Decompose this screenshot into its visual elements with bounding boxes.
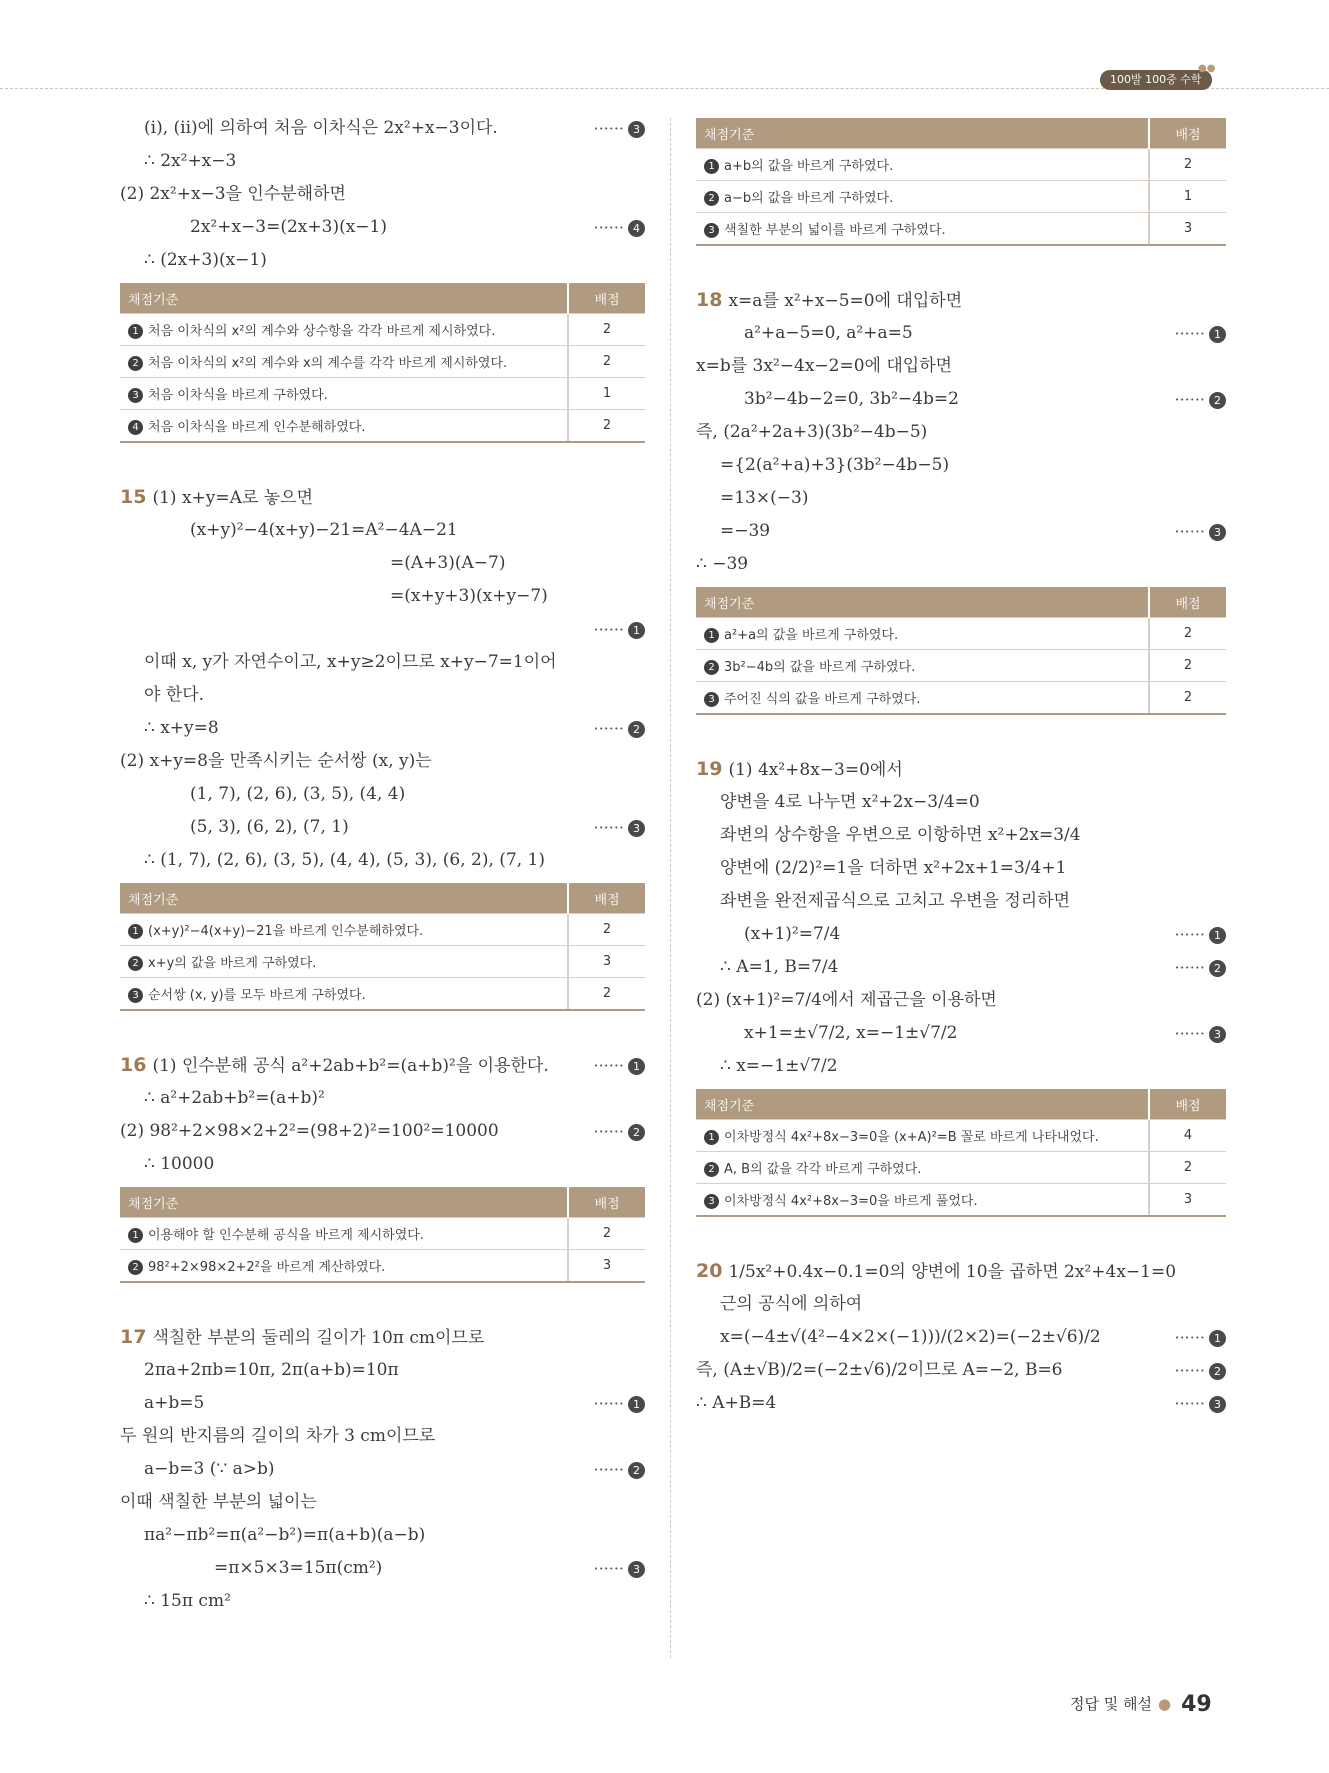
solution-line (120, 679, 645, 712)
criteria-text: 3b²−4b의 값을 바르게 구하였다. (724, 660, 916, 675)
table-row (696, 650, 1226, 682)
solution-line (696, 852, 1226, 885)
solution-line (120, 1082, 645, 1115)
criteria-cell (120, 946, 568, 978)
q15-score-table (120, 883, 645, 1011)
table-row (120, 378, 645, 410)
criteria-header: 채점기준 (120, 1187, 568, 1218)
points-cell: 3 (1149, 1184, 1226, 1217)
step-number-icon: 2 (1209, 1363, 1226, 1380)
solution-line (120, 1321, 645, 1354)
solution-line (120, 244, 645, 277)
step-marker: ······ 1 (1174, 317, 1226, 350)
points-header: 배점 (568, 283, 645, 314)
criteria-cell (696, 181, 1149, 213)
question-number: 19 (696, 758, 723, 780)
table-row (120, 1250, 645, 1283)
criteria-cell (120, 914, 568, 946)
step-marker: ······ 2 (1174, 383, 1226, 416)
solution-text: ∴ A=1, B=7/4 (720, 957, 839, 977)
points-cell: 2 (1149, 682, 1226, 715)
criteria-cell (696, 213, 1149, 246)
step-number-icon: 2 (628, 1124, 645, 1141)
solution-text: 즉, (2a²+2a+3)(3b²−4b−5) (696, 422, 928, 442)
criteria-header: 채점기준 (120, 883, 568, 914)
solution-line (120, 811, 645, 844)
step-marker: ······ 2 (593, 712, 645, 745)
solution-text: 근의 공식에 의하여 (720, 1294, 863, 1314)
step-marker: ······ 2 (1174, 951, 1226, 984)
solution-line (696, 984, 1226, 1017)
criteria-number-icon: 2 (128, 956, 143, 971)
solution-line (120, 1486, 645, 1519)
solution-text: (5, 3), (6, 2), (7, 1) (190, 817, 349, 837)
footer-label: 정답 및 해설 (1070, 1695, 1152, 1713)
points-header: 배점 (1149, 118, 1226, 149)
criteria-cell (120, 346, 568, 378)
criteria-text: 98²+2×98×2+2²을 바르게 계산하였다. (148, 1260, 386, 1275)
page-footer (1070, 1692, 1212, 1717)
solution-line (696, 515, 1226, 548)
solution-text: x=b를 3x²−4x−2=0에 대입하면 (696, 356, 953, 376)
q18-score-table (696, 587, 1226, 715)
criteria-cell (696, 650, 1149, 682)
solution-text: 색칠한 부분의 둘레의 길이가 10π cm이므로 (152, 1328, 485, 1348)
solution-text: x=(−4±√(4²−4×2×(−1)))/(2×2)=(−2±√6)/2 (720, 1327, 1101, 1347)
solution-line (120, 1049, 645, 1082)
table-row (120, 314, 645, 346)
solution-text: 좌변을 완전제곱식으로 고치고 우변을 정리하면 (720, 891, 1071, 911)
step-marker: ······ 3 (1174, 1387, 1226, 1420)
table-row (120, 914, 645, 946)
solution-text: ∴ 15π cm² (144, 1591, 231, 1611)
question-number: 18 (696, 289, 723, 311)
criteria-header: 채점기준 (696, 1089, 1149, 1120)
footer-dot-icon: ● (1158, 1695, 1172, 1713)
step-number-icon: 1 (628, 1058, 645, 1075)
step-number-icon: 1 (628, 622, 645, 639)
solution-text: ∴ (2x+3)(x−1) (144, 250, 267, 270)
points-cell: 3 (568, 946, 645, 978)
criteria-text: a²+a의 값을 바르게 구하였다. (724, 628, 899, 643)
solution-line (120, 211, 645, 244)
solution-line (120, 1453, 645, 1486)
solution-line (120, 481, 645, 514)
step-marker: ······ 2 (593, 1115, 645, 1148)
step-marker: ······ 3 (1174, 515, 1226, 548)
solution-text: 1/5x²+0.4x−0.1=0의 양변에 10을 곱하면 2x²+4x−1=0 (728, 1262, 1177, 1282)
solution-text: (2) x+y=8을 만족시키는 순서쌍 (x, y)는 (120, 751, 432, 771)
solution-text: ∴ 10000 (144, 1154, 215, 1174)
solution-line (696, 416, 1226, 449)
criteria-text: 순서쌍 (x, y)를 모두 바르게 구하였다. (148, 988, 366, 1003)
solution-text: 두 원의 반지름의 길이의 차가 3 cm이므로 (120, 1426, 436, 1446)
solution-text: 2πa+2πb=10π, 2π(a+b)=10π (144, 1360, 399, 1380)
points-cell: 2 (1149, 618, 1226, 650)
solution-line (120, 1420, 645, 1453)
criteria-header: 채점기준 (696, 587, 1149, 618)
step-number-icon: 3 (628, 1561, 645, 1578)
solution-text: (1) 4x²+8x−3=0에서 (728, 760, 903, 780)
solution-text: a−b=3 (∵ a>b) (144, 1459, 275, 1479)
step-number-icon: 1 (1209, 927, 1226, 944)
criteria-number-icon: 2 (704, 660, 719, 675)
criteria-number-icon: 3 (128, 388, 143, 403)
solution-line (696, 1255, 1226, 1288)
points-cell: 1 (568, 378, 645, 410)
step-number-icon: 1 (1209, 326, 1226, 343)
solution-line (696, 383, 1226, 416)
solution-text: 2x²+x−3=(2x+3)(x−1) (190, 217, 387, 237)
points-header: 배점 (1149, 1089, 1226, 1120)
q19-score-table (696, 1089, 1226, 1217)
points-cell: 1 (1149, 181, 1226, 213)
step-number-icon: 3 (1209, 1396, 1226, 1413)
step-marker: ······ 1 (593, 1387, 645, 1420)
solution-text: ∴ 2x²+x−3 (144, 151, 237, 171)
solution-text: (x+y)²−4(x+y)−21=A²−4A−21 (190, 520, 458, 540)
solution-line (120, 613, 645, 646)
criteria-text: 이용해야 할 인수분해 공식을 바르게 제시하였다. (148, 1228, 424, 1243)
solution-line (120, 1354, 645, 1387)
table-row (120, 410, 645, 443)
solution-text: x=a를 x²+x−5=0에 대입하면 (728, 291, 963, 311)
question-number: 15 (120, 486, 147, 508)
criteria-text: 처음 이차식의 x²의 계수와 상수항을 각각 바르게 제시하였다. (148, 324, 496, 339)
solution-text: (1) x+y=A로 놓으면 (152, 488, 313, 508)
step-number-icon: 2 (628, 1462, 645, 1479)
solution-text: =−39 (720, 521, 771, 541)
step-marker: ······ 4 (593, 211, 645, 244)
step-number-icon: 3 (1209, 1026, 1226, 1043)
table-row (120, 1218, 645, 1250)
solution-line (120, 646, 645, 679)
criteria-number-icon: 1 (704, 628, 719, 643)
criteria-cell (120, 1250, 568, 1283)
solution-line (696, 449, 1226, 482)
solution-line (120, 1148, 645, 1181)
criteria-cell (120, 314, 568, 346)
criteria-number-icon: 2 (128, 1260, 143, 1275)
points-cell: 2 (568, 978, 645, 1011)
solution-text: ∴ A+B=4 (696, 1393, 777, 1413)
solution-text: 좌변의 상수항을 우변으로 이항하면 x²+2x=3/4 (720, 825, 1081, 845)
solution-line (696, 284, 1226, 317)
solution-line (696, 951, 1226, 984)
solution-text: 이때 색칠한 부분의 넓이는 (120, 1492, 317, 1512)
solution-text: 이때 x, y가 자연수이고, x+y≥2이므로 x+y−7=1이어 (144, 652, 557, 672)
step-number-icon: 2 (628, 721, 645, 738)
criteria-header: 채점기준 (696, 118, 1149, 149)
step-marker: ······ 1 (593, 1049, 645, 1082)
solution-text: (i), (ii)에 의하여 처음 이차식은 2x²+x−3이다. (144, 118, 498, 138)
criteria-text: x+y의 값을 바르게 구하였다. (148, 956, 317, 971)
points-cell: 4 (1149, 1120, 1226, 1152)
points-cell: 2 (1149, 650, 1226, 682)
solution-line (120, 1585, 645, 1618)
solution-text: ∴ a²+2ab+b²=(a+b)² (144, 1088, 325, 1108)
q17-score-table (696, 118, 1226, 246)
step-marker: ······ 1 (1174, 918, 1226, 951)
q16-score-table (120, 1187, 645, 1283)
points-cell: 2 (1149, 1152, 1226, 1184)
criteria-number-icon: 2 (128, 356, 143, 371)
badge-decoration-icon: ●● (1198, 63, 1216, 74)
criteria-text: a+b의 값을 바르게 구하였다. (724, 159, 894, 174)
step-marker: ······ 1 (1174, 1321, 1226, 1354)
table-row (696, 1120, 1226, 1152)
step-number-icon: 3 (1209, 524, 1226, 541)
criteria-number-icon: 3 (704, 1194, 719, 1209)
criteria-cell (696, 149, 1149, 181)
table-row (696, 181, 1226, 213)
criteria-number-icon: 4 (128, 420, 143, 435)
left-column (120, 112, 645, 1618)
points-header: 배점 (568, 883, 645, 914)
points-header: 배점 (568, 1187, 645, 1218)
solution-text: 양변에 (2/2)²=1을 더하면 x²+2x+1=3/4+1 (720, 858, 1067, 878)
solution-line (120, 1387, 645, 1420)
table-row (696, 1152, 1226, 1184)
table-row (696, 618, 1226, 650)
criteria-cell (120, 1218, 568, 1250)
criteria-text: 이차방정식 4x²+8x−3=0을 (x+A)²=B 꼴로 바르게 나타내었다. (724, 1130, 1099, 1145)
step-marker: ······ 3 (593, 1552, 645, 1585)
right-column (696, 112, 1226, 1420)
criteria-text: 처음 이차식을 바르게 구하였다. (148, 388, 328, 403)
criteria-number-icon: 1 (128, 924, 143, 939)
solution-line (696, 819, 1226, 852)
solution-line (696, 317, 1226, 350)
table-row (696, 213, 1226, 246)
points-cell: 3 (568, 1250, 645, 1283)
q20-solution (696, 1255, 1226, 1420)
criteria-cell (120, 378, 568, 410)
solution-text: ∴ x=−1±√7/2 (720, 1056, 838, 1076)
criteria-text: a−b의 값을 바르게 구하였다. (724, 191, 894, 206)
q18-solution (696, 284, 1226, 581)
criteria-text: 처음 이차식의 x²의 계수와 x의 계수를 각각 바르게 제시하였다. (148, 356, 508, 371)
step-number-icon: 4 (628, 220, 645, 237)
criteria-text: 주어진 식의 값을 바르게 구하였다. (724, 692, 921, 707)
table-row (120, 346, 645, 378)
criteria-text: A, B의 값을 각각 바르게 구하였다. (724, 1162, 922, 1177)
solution-line (120, 178, 645, 211)
step-marker: ······ 3 (593, 811, 645, 844)
solution-line (696, 482, 1226, 515)
step-number-icon: 1 (1209, 1330, 1226, 1347)
criteria-cell (696, 1152, 1149, 1184)
book-title-badge: 100발 100중 수학 (1100, 70, 1212, 90)
table-row (696, 1184, 1226, 1217)
question-number: 17 (120, 1326, 147, 1348)
solution-line (696, 753, 1226, 786)
question-number: 16 (120, 1054, 147, 1076)
solution-text: =13×(−3) (720, 488, 809, 508)
solution-text: x+1=±√7/2, x=−1±√7/2 (744, 1023, 958, 1043)
solution-line (120, 745, 645, 778)
points-cell: 2 (568, 1218, 645, 1250)
solution-text: =(x+y+3)(x+y−7) (390, 586, 548, 606)
q16-solution (120, 1049, 645, 1181)
solution-text: 즉, (A±√B)/2=(−2±√6)/2이므로 A=−2, B=6 (696, 1360, 1063, 1380)
q14-score-table (120, 283, 645, 443)
solution-text: a²+a−5=0, a²+a=5 (744, 323, 913, 343)
step-number-icon: 2 (1209, 960, 1226, 977)
table-row (696, 682, 1226, 715)
criteria-text: 색칠한 부분의 넓이를 바르게 구하였다. (724, 223, 946, 238)
criteria-number-icon: 3 (128, 988, 143, 1003)
solution-text: =(A+3)(A−7) (390, 553, 506, 573)
q15-solution (120, 481, 645, 877)
criteria-number-icon: 2 (704, 191, 719, 206)
solution-text: 양변을 4로 나누면 x²+2x−3/4=0 (720, 792, 980, 812)
solution-text: ={2(a²+a)+3}(3b²−4b−5) (720, 455, 950, 475)
solution-text: a+b=5 (144, 1393, 205, 1413)
q17-solution (120, 1321, 645, 1618)
q14-solution (120, 112, 645, 277)
solution-line (120, 778, 645, 811)
solution-line (696, 1321, 1226, 1354)
criteria-text: 이차방정식 4x²+8x−3=0을 바르게 풀었다. (724, 1194, 978, 1209)
solution-text: (1, 7), (2, 6), (3, 5), (4, 4) (190, 784, 406, 804)
points-cell: 2 (568, 914, 645, 946)
points-cell: 2 (568, 410, 645, 443)
criteria-number-icon: 3 (704, 692, 719, 707)
solution-line (696, 1288, 1226, 1321)
solution-line (696, 350, 1226, 383)
solution-line (120, 712, 645, 745)
solution-line (696, 1050, 1226, 1083)
criteria-number-icon: 1 (704, 159, 719, 174)
solution-line (696, 918, 1226, 951)
solution-text: 야 한다. (144, 685, 205, 705)
solution-line (696, 1387, 1226, 1420)
points-cell: 3 (1149, 213, 1226, 246)
criteria-number-icon: 1 (128, 324, 143, 339)
solution-line (120, 112, 645, 145)
solution-text: (2) (x+1)²=7/4에서 제곱근을 이용하면 (696, 990, 997, 1010)
step-marker: ······ 3 (1174, 1017, 1226, 1050)
q19-solution (696, 753, 1226, 1083)
solution-text: πa²−πb²=π(a²−b²)=π(a+b)(a−b) (144, 1525, 426, 1545)
solution-text: (2) 98²+2×98×2+2²=(98+2)²=100²=10000 (120, 1121, 499, 1141)
solution-line (120, 1552, 645, 1585)
solution-line (120, 514, 645, 547)
criteria-text: 처음 이차식을 바르게 인수분해하였다. (148, 420, 366, 435)
criteria-cell (120, 978, 568, 1011)
criteria-cell (696, 682, 1149, 715)
criteria-cell (696, 1184, 1149, 1217)
solution-line (696, 885, 1226, 918)
step-marker: ······ 3 (593, 112, 645, 145)
criteria-cell (696, 618, 1149, 650)
solution-line (120, 1115, 645, 1148)
criteria-text: (x+y)²−4(x+y)−21을 바르게 인수분해하였다. (148, 924, 424, 939)
page-number: 49 (1181, 1692, 1212, 1717)
table-row (120, 978, 645, 1011)
criteria-header: 채점기준 (120, 283, 568, 314)
table-row (696, 149, 1226, 181)
question-number: 20 (696, 1260, 723, 1282)
step-number-icon: 3 (628, 121, 645, 138)
criteria-cell (120, 410, 568, 443)
step-marker: ······ 1 (593, 613, 645, 646)
points-cell: 2 (568, 346, 645, 378)
solution-text: =π×5×3=15π(cm²) (214, 1558, 383, 1578)
solution-line (120, 547, 645, 580)
solution-line (696, 548, 1226, 581)
step-number-icon: 2 (1209, 392, 1226, 409)
criteria-cell (696, 1120, 1149, 1152)
solution-text: (1) 인수분해 공식 a²+2ab+b²=(a+b)²을 이용한다. (152, 1056, 549, 1076)
criteria-number-icon: 2 (704, 1162, 719, 1177)
criteria-number-icon: 1 (128, 1228, 143, 1243)
solution-line (120, 844, 645, 877)
solution-line (696, 786, 1226, 819)
points-header: 배점 (1149, 587, 1226, 618)
solution-text: 3b²−4b−2=0, 3b²−4b=2 (744, 389, 959, 409)
points-cell: 2 (1149, 149, 1226, 181)
solution-line (120, 580, 645, 613)
solution-line (120, 1519, 645, 1552)
solution-text: (x+1)²=7/4 (744, 924, 841, 944)
solution-text: ∴ x+y=8 (144, 718, 219, 738)
table-row (120, 946, 645, 978)
solution-text: (2) 2x²+x−3을 인수분해하면 (120, 184, 346, 204)
step-number-icon: 1 (628, 1396, 645, 1413)
solution-line (120, 145, 645, 178)
step-marker: ······ 2 (593, 1453, 645, 1486)
solution-line (696, 1017, 1226, 1050)
solution-text: ∴ (1, 7), (2, 6), (3, 5), (4, 4), (5, 3), (6, 2), (7, 1) (144, 850, 545, 870)
solution-line (696, 1354, 1226, 1387)
criteria-number-icon: 3 (704, 223, 719, 238)
criteria-number-icon: 1 (704, 1130, 719, 1145)
solution-text: ∴ −39 (696, 554, 749, 574)
step-marker: ······ 2 (1174, 1354, 1226, 1387)
column-divider (670, 118, 671, 1658)
points-cell: 2 (568, 314, 645, 346)
step-number-icon: 3 (628, 820, 645, 837)
